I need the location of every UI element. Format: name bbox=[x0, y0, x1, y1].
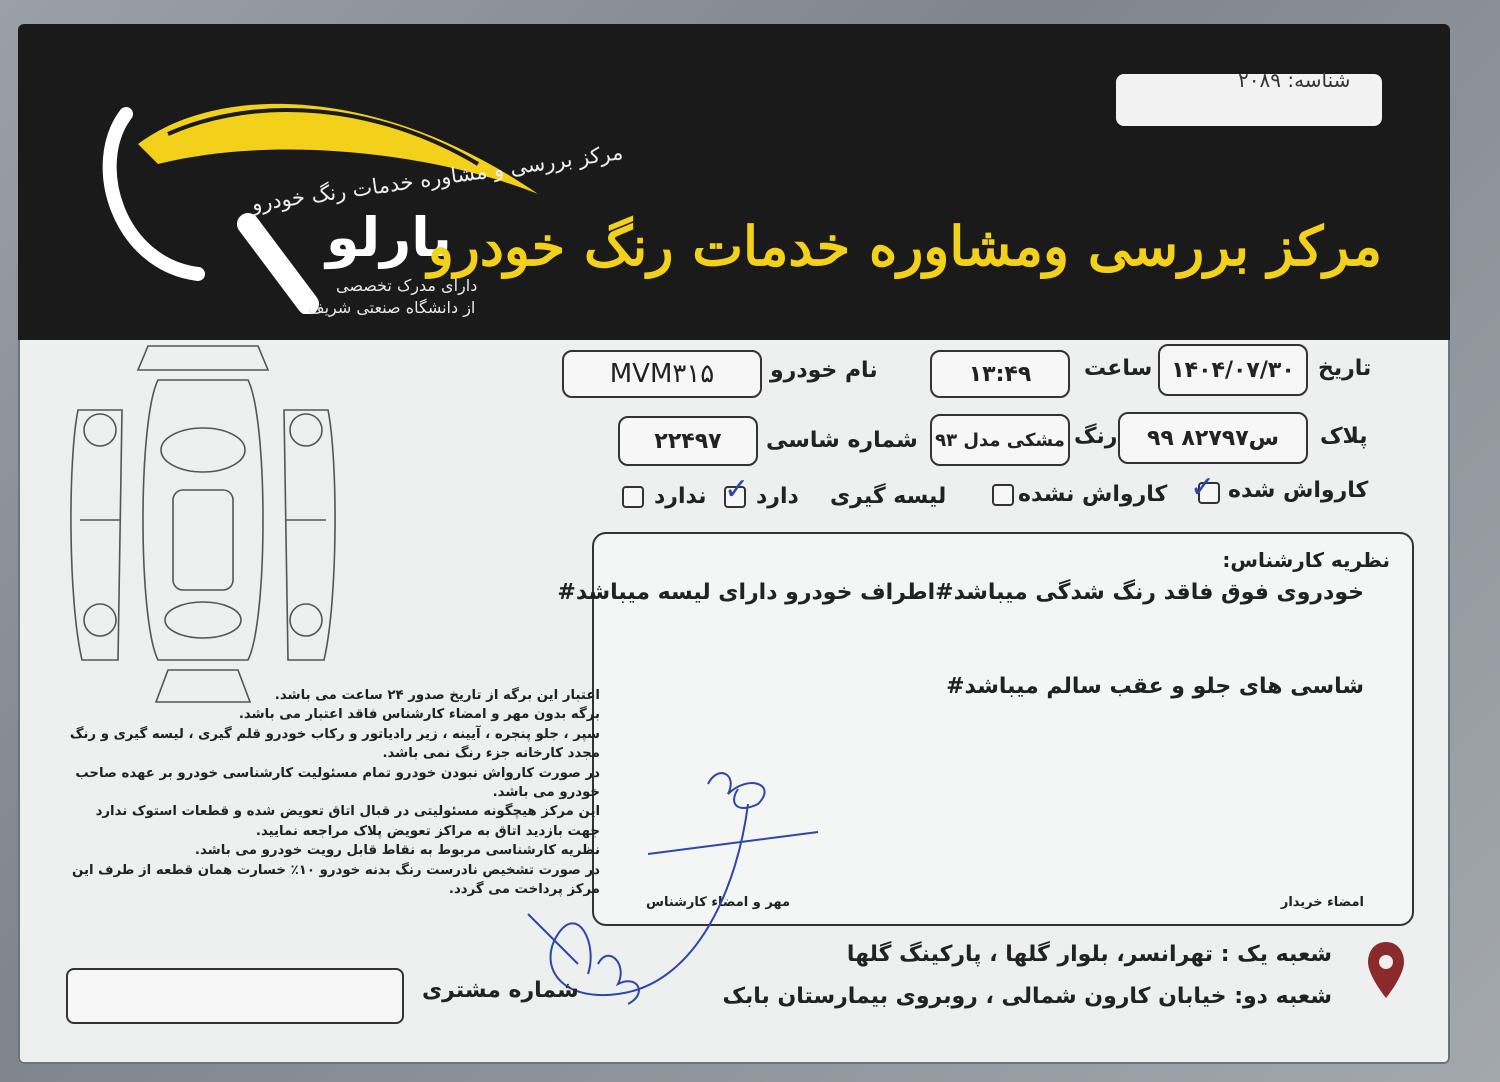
term-item: برگه بدون مهر و امضاء کارشناس فاقد اعتبار می باشد. bbox=[238, 707, 600, 723]
logo-credential-line2: از دانشگاه صنعتی شریف bbox=[308, 298, 476, 317]
logo-subtitle: مرکز بررسی و مشاوره خدمات رنگ خودرو bbox=[250, 140, 625, 216]
customer-number-field[interactable] bbox=[66, 968, 404, 1024]
color-field[interactable]: مشکی مدل ۹۳ bbox=[930, 414, 1070, 466]
location-pin-icon bbox=[1366, 940, 1406, 1000]
color-label: رنگ bbox=[1074, 424, 1118, 449]
term-item: اعتبار این برگه از تاریخ صدور ۲۴ ساعت می باشد. bbox=[274, 688, 600, 703]
polish-has-not-label: ندارد bbox=[654, 484, 707, 509]
buyer-signature-label: امضاء خریدار bbox=[1280, 895, 1364, 910]
card-header bbox=[18, 24, 1450, 340]
plate-field[interactable]: ۹۹ ۸۲۷س۹۷ bbox=[1118, 412, 1308, 464]
logo-credential-line1: دارای مدرک تخصصی bbox=[336, 276, 478, 295]
expert-opinion-line1: خودروی فوق فاقد رنگ شدگی میباشد#اطراف خودرو دارای لیسه میباشد# bbox=[557, 580, 1364, 605]
polish-has-not-checkbox[interactable] bbox=[622, 486, 644, 508]
not-washed-label: کارواش نشده bbox=[1018, 482, 1168, 507]
date-label: تاریخ bbox=[1318, 356, 1372, 381]
time-field[interactable]: ۱۳:۴۹ bbox=[930, 350, 1070, 398]
time-label: ساعت bbox=[1084, 356, 1153, 381]
car-name-field[interactable]: MVM۳۱۵ bbox=[562, 350, 762, 398]
plate-label: پلاک bbox=[1320, 424, 1368, 449]
polish-has-label: دارد bbox=[756, 484, 799, 509]
term-item: سپر ، جلو پنجره ، آیینه ، زیر رادیاتور و رکاب خودرو قلم گیری ، لیسه گیری و رنگ مجدد کارخانه جزء رنگ نمی باشد. bbox=[69, 726, 600, 762]
car-diagram bbox=[68, 340, 338, 710]
terms-list bbox=[60, 686, 600, 899]
serial-number-label: شناسه: ۲۰۸۹ bbox=[1238, 68, 1351, 92]
term-item: در صورت کارواش نبودن خودرو تمام مسئولیت کارشناسی خودرو بر عهده صاحب خودرو می باشد. bbox=[75, 765, 600, 801]
polish-has-check-mark-icon: ✓ bbox=[724, 472, 750, 507]
washed-label: کارواش شده bbox=[1228, 478, 1369, 503]
term-item: نظریه کارشناسی مربوط به نقاط قابل رویت خودرو می باشد. bbox=[194, 843, 600, 859]
car-name-label: نام خودرو bbox=[770, 358, 878, 383]
washed-check-mark-icon: ✓ bbox=[1190, 470, 1216, 505]
branch-two-address: شعبه دو: خیابان کارون شمالی ، روبروی بیمارستان بابک bbox=[722, 984, 1332, 1009]
expert-signature-label: مهر و امضاء کارشناس bbox=[646, 895, 791, 910]
chassis-label: شماره شاسی bbox=[766, 428, 918, 453]
polish-label: لیسه گیری bbox=[830, 484, 947, 509]
term-item: در صورت تشخیص نادرست رنگ بدنه خودرو ۱۰٪ خسارت همان قطعه از طرف این مرکز پرداخت می گردد. bbox=[72, 862, 600, 898]
branch-one-address: شعبه یک : تهرانسر، بلوار گلها ، پارکینگ گلها bbox=[846, 942, 1332, 967]
expert-opinion-line2: شاسی های جلو و عقب سالم میباشد# bbox=[946, 674, 1364, 699]
not-washed-checkbox[interactable] bbox=[992, 484, 1014, 506]
expert-opinion-label: نظریه کارشناس: bbox=[1222, 548, 1390, 572]
term-item: این مرکز هیچگونه مسئولیتی در قبال اتاق تعویض شده و قطعات استوک ندارد جهت بازدید اتاق به مراکز تعویض پلاک مراجعه نمایید. bbox=[95, 804, 600, 839]
inspection-card bbox=[18, 24, 1450, 1064]
page-title: مرکز بررسی ومشاوره خدمات رنگ خودرو bbox=[427, 214, 1382, 278]
customer-number-label: شماره مشتری bbox=[422, 978, 579, 1003]
date-field[interactable]: ۱۴۰۴/۰۷/۳۰ bbox=[1158, 344, 1308, 396]
logo-name: یارلو bbox=[326, 206, 452, 269]
chassis-field[interactable]: ۲۲۴۹۷ bbox=[618, 416, 758, 466]
